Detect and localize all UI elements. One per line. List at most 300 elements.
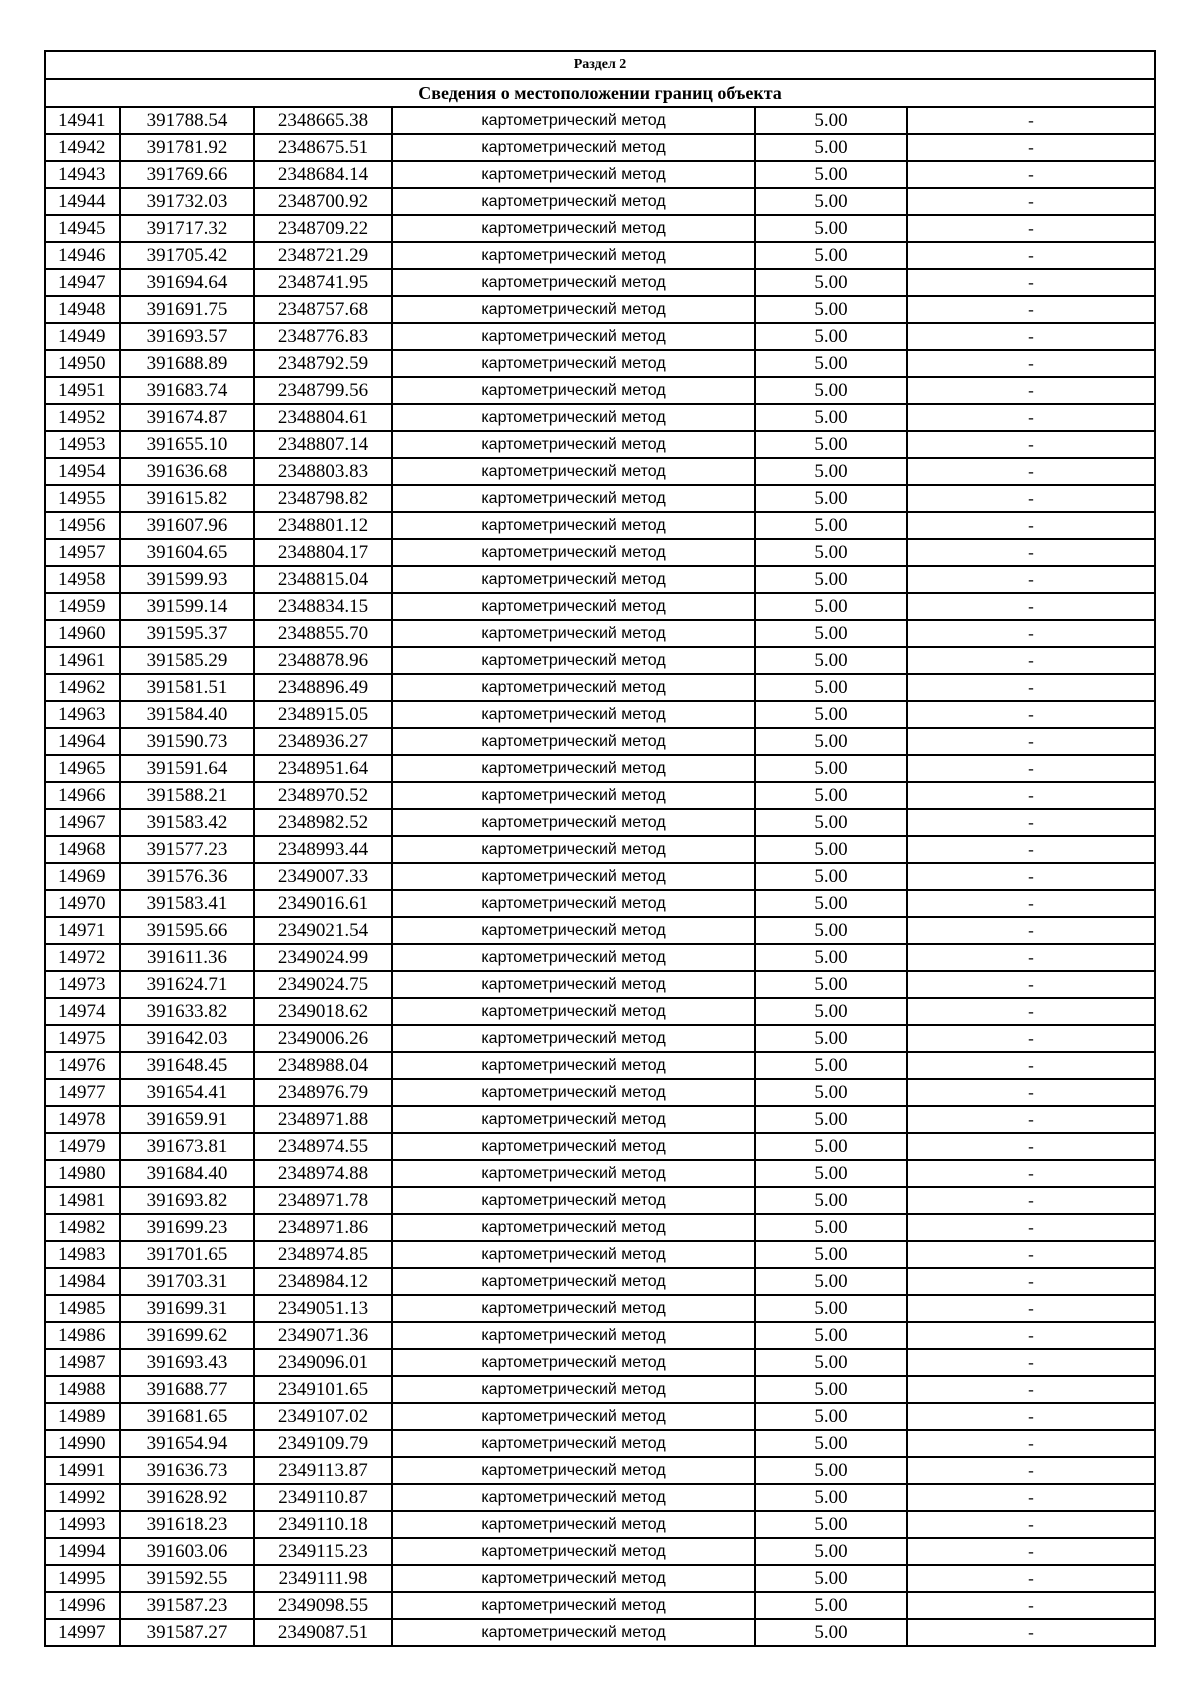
- table-row: [45, 1241, 1155, 1268]
- x-coordinate-cell: 391694.64: [120, 269, 254, 296]
- table-row: [45, 647, 1155, 674]
- description-cell: -: [907, 134, 1155, 161]
- description-cell: -: [907, 1160, 1155, 1187]
- method-cell: картометрический метод: [392, 1322, 755, 1349]
- x-coordinate-cell: 391591.64: [120, 755, 254, 782]
- description-cell: -: [907, 674, 1155, 701]
- method-cell: картометрический метод: [392, 1538, 755, 1565]
- accuracy-cell: 5.00: [755, 1565, 907, 1592]
- accuracy-cell: 5.00: [755, 377, 907, 404]
- table-row: [45, 890, 1155, 917]
- accuracy-cell: 5.00: [755, 1160, 907, 1187]
- method-cell: картометрический метод: [392, 998, 755, 1025]
- y-coordinate-cell: 2348757.68: [254, 296, 392, 323]
- table-row: [45, 674, 1155, 701]
- description-cell: -: [907, 1511, 1155, 1538]
- description-cell: -: [907, 1430, 1155, 1457]
- method-cell: картометрический метод: [392, 1187, 755, 1214]
- table-row: [45, 431, 1155, 458]
- table-row: [45, 1538, 1155, 1565]
- description-cell: -: [907, 755, 1155, 782]
- point-number-cell: 14990: [45, 1430, 120, 1457]
- description-cell: -: [907, 1592, 1155, 1619]
- y-coordinate-cell: 2348684.14: [254, 161, 392, 188]
- point-number-cell: 14956: [45, 512, 120, 539]
- table-row: [45, 1403, 1155, 1430]
- table-row: [45, 1484, 1155, 1511]
- y-coordinate-cell: 2348700.92: [254, 188, 392, 215]
- description-cell: -: [907, 890, 1155, 917]
- accuracy-cell: 5.00: [755, 296, 907, 323]
- x-coordinate-cell: 391693.43: [120, 1349, 254, 1376]
- table-row: [45, 1052, 1155, 1079]
- accuracy-cell: 5.00: [755, 593, 907, 620]
- point-number-cell: 14966: [45, 782, 120, 809]
- y-coordinate-cell: 2348801.12: [254, 512, 392, 539]
- point-number-cell: 14991: [45, 1457, 120, 1484]
- table-row: [45, 188, 1155, 215]
- y-coordinate-cell: 2349051.13: [254, 1295, 392, 1322]
- accuracy-cell: 5.00: [755, 215, 907, 242]
- method-cell: картометрический метод: [392, 1484, 755, 1511]
- table-row: [45, 809, 1155, 836]
- table-row: [45, 971, 1155, 998]
- y-coordinate-cell: 2348976.79: [254, 1079, 392, 1106]
- description-cell: -: [907, 1349, 1155, 1376]
- x-coordinate-cell: 391576.36: [120, 863, 254, 890]
- y-coordinate-cell: 2348951.64: [254, 755, 392, 782]
- x-coordinate-cell: 391636.73: [120, 1457, 254, 1484]
- method-cell: картометрический метод: [392, 188, 755, 215]
- method-cell: картометрический метод: [392, 431, 755, 458]
- x-coordinate-cell: 391581.51: [120, 674, 254, 701]
- description-cell: -: [907, 404, 1155, 431]
- x-coordinate-cell: 391607.96: [120, 512, 254, 539]
- table-row: [45, 1268, 1155, 1295]
- table-row: [45, 863, 1155, 890]
- accuracy-cell: 5.00: [755, 107, 907, 134]
- point-number-cell: 14976: [45, 1052, 120, 1079]
- description-cell: -: [907, 1538, 1155, 1565]
- y-coordinate-cell: 2348721.29: [254, 242, 392, 269]
- x-coordinate-cell: 391624.71: [120, 971, 254, 998]
- point-number-cell: 14969: [45, 863, 120, 890]
- table-row: [45, 1214, 1155, 1241]
- accuracy-cell: 5.00: [755, 1187, 907, 1214]
- method-cell: картометрический метод: [392, 242, 755, 269]
- x-coordinate-cell: 391655.10: [120, 431, 254, 458]
- table-row: [45, 1106, 1155, 1133]
- point-number-cell: 14942: [45, 134, 120, 161]
- x-coordinate-cell: 391592.55: [120, 1565, 254, 1592]
- point-number-cell: 14955: [45, 485, 120, 512]
- method-cell: картометрический метод: [392, 1592, 755, 1619]
- y-coordinate-cell: 2348896.49: [254, 674, 392, 701]
- method-cell: картометрический метод: [392, 647, 755, 674]
- point-number-cell: 14950: [45, 350, 120, 377]
- table-row: [45, 1079, 1155, 1106]
- y-coordinate-cell: 2348974.55: [254, 1133, 392, 1160]
- accuracy-cell: 5.00: [755, 1025, 907, 1052]
- x-coordinate-cell: 391618.23: [120, 1511, 254, 1538]
- description-cell: -: [907, 998, 1155, 1025]
- x-coordinate-cell: 391703.31: [120, 1268, 254, 1295]
- accuracy-cell: 5.00: [755, 1133, 907, 1160]
- accuracy-cell: 5.00: [755, 1484, 907, 1511]
- description-cell: -: [907, 620, 1155, 647]
- y-coordinate-cell: 2348971.86: [254, 1214, 392, 1241]
- method-cell: картометрический метод: [392, 161, 755, 188]
- y-coordinate-cell: 2349109.79: [254, 1430, 392, 1457]
- method-cell: картометрический метод: [392, 755, 755, 782]
- method-cell: картометрический метод: [392, 836, 755, 863]
- x-coordinate-cell: 391688.89: [120, 350, 254, 377]
- y-coordinate-cell: 2349016.61: [254, 890, 392, 917]
- method-cell: картометрический метод: [392, 1025, 755, 1052]
- point-number-cell: 14960: [45, 620, 120, 647]
- x-coordinate-cell: 391584.40: [120, 701, 254, 728]
- description-cell: -: [907, 1376, 1155, 1403]
- accuracy-cell: 5.00: [755, 1511, 907, 1538]
- x-coordinate-cell: 391636.68: [120, 458, 254, 485]
- accuracy-cell: 5.00: [755, 1241, 907, 1268]
- table-row: [45, 485, 1155, 512]
- method-cell: картометрический метод: [392, 1268, 755, 1295]
- accuracy-cell: 5.00: [755, 701, 907, 728]
- method-cell: картометрический метод: [392, 269, 755, 296]
- description-cell: -: [907, 215, 1155, 242]
- y-coordinate-cell: 2348665.38: [254, 107, 392, 134]
- y-coordinate-cell: 2348792.59: [254, 350, 392, 377]
- table-title-row: [45, 79, 1155, 107]
- table-row: [45, 1160, 1155, 1187]
- accuracy-cell: 5.00: [755, 620, 907, 647]
- accuracy-cell: 5.00: [755, 566, 907, 593]
- point-number-cell: 14962: [45, 674, 120, 701]
- table-row: [45, 377, 1155, 404]
- accuracy-cell: 5.00: [755, 782, 907, 809]
- description-cell: -: [907, 377, 1155, 404]
- x-coordinate-cell: 391701.65: [120, 1241, 254, 1268]
- accuracy-cell: 5.00: [755, 1268, 907, 1295]
- accuracy-cell: 5.00: [755, 188, 907, 215]
- method-cell: картометрический метод: [392, 1619, 755, 1646]
- accuracy-cell: 5.00: [755, 998, 907, 1025]
- method-cell: картометрический метод: [392, 1511, 755, 1538]
- point-number-cell: 14987: [45, 1349, 120, 1376]
- y-coordinate-cell: 2348804.61: [254, 404, 392, 431]
- description-cell: -: [907, 647, 1155, 674]
- x-coordinate-cell: 391583.41: [120, 890, 254, 917]
- y-coordinate-cell: 2349101.65: [254, 1376, 392, 1403]
- description-cell: -: [907, 1403, 1155, 1430]
- method-cell: картометрический метод: [392, 1133, 755, 1160]
- point-number-cell: 14952: [45, 404, 120, 431]
- description-cell: -: [907, 512, 1155, 539]
- accuracy-cell: 5.00: [755, 1052, 907, 1079]
- point-number-cell: 14988: [45, 1376, 120, 1403]
- method-cell: картометрический метод: [392, 1457, 755, 1484]
- y-coordinate-cell: 2349018.62: [254, 998, 392, 1025]
- table-row: [45, 1430, 1155, 1457]
- point-number-cell: 14945: [45, 215, 120, 242]
- point-number-cell: 14953: [45, 431, 120, 458]
- x-coordinate-cell: 391604.65: [120, 539, 254, 566]
- y-coordinate-cell: 2349110.87: [254, 1484, 392, 1511]
- point-number-cell: 14951: [45, 377, 120, 404]
- table-row: [45, 215, 1155, 242]
- point-number-cell: 14973: [45, 971, 120, 998]
- method-cell: картометрический метод: [392, 701, 755, 728]
- point-number-cell: 14959: [45, 593, 120, 620]
- point-number-cell: 14958: [45, 566, 120, 593]
- point-number-cell: 14954: [45, 458, 120, 485]
- point-number-cell: 14982: [45, 1214, 120, 1241]
- table-row: [45, 1349, 1155, 1376]
- y-coordinate-cell: 2349024.75: [254, 971, 392, 998]
- description-cell: -: [907, 539, 1155, 566]
- x-coordinate-cell: 391583.42: [120, 809, 254, 836]
- x-coordinate-cell: 391705.42: [120, 242, 254, 269]
- description-cell: -: [907, 1079, 1155, 1106]
- description-cell: -: [907, 458, 1155, 485]
- method-cell: картометрический метод: [392, 1430, 755, 1457]
- point-number-cell: 14949: [45, 323, 120, 350]
- accuracy-cell: 5.00: [755, 350, 907, 377]
- point-number-cell: 14993: [45, 1511, 120, 1538]
- accuracy-cell: 5.00: [755, 1106, 907, 1133]
- accuracy-cell: 5.00: [755, 1349, 907, 1376]
- method-cell: картометрический метод: [392, 1241, 755, 1268]
- section-label: Раздел 2: [45, 51, 1155, 79]
- method-cell: картометрический метод: [392, 107, 755, 134]
- y-coordinate-cell: 2348988.04: [254, 1052, 392, 1079]
- table-row: [45, 134, 1155, 161]
- accuracy-cell: 5.00: [755, 269, 907, 296]
- x-coordinate-cell: 391688.77: [120, 1376, 254, 1403]
- x-coordinate-cell: 391611.36: [120, 944, 254, 971]
- point-number-cell: 14947: [45, 269, 120, 296]
- point-number-cell: 14965: [45, 755, 120, 782]
- table-row: [45, 323, 1155, 350]
- method-cell: картометрический метод: [392, 134, 755, 161]
- method-cell: картометрический метод: [392, 215, 755, 242]
- description-cell: -: [907, 296, 1155, 323]
- x-coordinate-cell: 391699.23: [120, 1214, 254, 1241]
- table-row: [45, 566, 1155, 593]
- y-coordinate-cell: 2348834.15: [254, 593, 392, 620]
- accuracy-cell: 5.00: [755, 404, 907, 431]
- x-coordinate-cell: 391699.31: [120, 1295, 254, 1322]
- accuracy-cell: 5.00: [755, 809, 907, 836]
- accuracy-cell: 5.00: [755, 863, 907, 890]
- method-cell: картометрический метод: [392, 1295, 755, 1322]
- point-number-cell: 14946: [45, 242, 120, 269]
- x-coordinate-cell: 391588.21: [120, 782, 254, 809]
- table-row: [45, 404, 1155, 431]
- accuracy-cell: 5.00: [755, 1619, 907, 1646]
- table-row: [45, 998, 1155, 1025]
- table-row: [45, 1565, 1155, 1592]
- description-cell: -: [907, 917, 1155, 944]
- accuracy-cell: 5.00: [755, 458, 907, 485]
- method-cell: картометрический метод: [392, 1214, 755, 1241]
- point-number-cell: 14961: [45, 647, 120, 674]
- accuracy-cell: 5.00: [755, 1079, 907, 1106]
- point-number-cell: 14972: [45, 944, 120, 971]
- accuracy-cell: 5.00: [755, 1295, 907, 1322]
- y-coordinate-cell: 2349115.23: [254, 1538, 392, 1565]
- y-coordinate-cell: 2349087.51: [254, 1619, 392, 1646]
- point-number-cell: 14997: [45, 1619, 120, 1646]
- description-cell: -: [907, 1619, 1155, 1646]
- method-cell: картометрический метод: [392, 944, 755, 971]
- table-row: [45, 350, 1155, 377]
- table-row: [45, 1322, 1155, 1349]
- accuracy-cell: 5.00: [755, 431, 907, 458]
- y-coordinate-cell: 2348971.88: [254, 1106, 392, 1133]
- x-coordinate-cell: 391654.94: [120, 1430, 254, 1457]
- table-row: [45, 728, 1155, 755]
- y-coordinate-cell: 2348709.22: [254, 215, 392, 242]
- point-number-cell: 14983: [45, 1241, 120, 1268]
- x-coordinate-cell: 391587.23: [120, 1592, 254, 1619]
- description-cell: -: [907, 107, 1155, 134]
- y-coordinate-cell: 2348799.56: [254, 377, 392, 404]
- y-coordinate-cell: 2348878.96: [254, 647, 392, 674]
- y-coordinate-cell: 2348675.51: [254, 134, 392, 161]
- description-cell: -: [907, 431, 1155, 458]
- point-number-cell: 14971: [45, 917, 120, 944]
- accuracy-cell: 5.00: [755, 242, 907, 269]
- accuracy-cell: 5.00: [755, 674, 907, 701]
- description-cell: -: [907, 566, 1155, 593]
- accuracy-cell: 5.00: [755, 836, 907, 863]
- method-cell: картометрический метод: [392, 1349, 755, 1376]
- point-number-cell: 14944: [45, 188, 120, 215]
- point-number-cell: 14978: [45, 1106, 120, 1133]
- point-number-cell: 14974: [45, 998, 120, 1025]
- x-coordinate-cell: 391683.74: [120, 377, 254, 404]
- table-row: [45, 107, 1155, 134]
- point-number-cell: 14967: [45, 809, 120, 836]
- description-cell: -: [907, 701, 1155, 728]
- description-cell: -: [907, 1052, 1155, 1079]
- y-coordinate-cell: 2348798.82: [254, 485, 392, 512]
- table-row: [45, 242, 1155, 269]
- description-cell: -: [907, 242, 1155, 269]
- description-cell: -: [907, 1106, 1155, 1133]
- method-cell: картометрический метод: [392, 1565, 755, 1592]
- method-cell: картометрический метод: [392, 1106, 755, 1133]
- method-cell: картометрический метод: [392, 323, 755, 350]
- point-number-cell: 14948: [45, 296, 120, 323]
- description-cell: -: [907, 1484, 1155, 1511]
- description-cell: -: [907, 1214, 1155, 1241]
- accuracy-cell: 5.00: [755, 1430, 907, 1457]
- y-coordinate-cell: 2348971.78: [254, 1187, 392, 1214]
- accuracy-cell: 5.00: [755, 1592, 907, 1619]
- accuracy-cell: 5.00: [755, 1214, 907, 1241]
- table-row: [45, 917, 1155, 944]
- x-coordinate-cell: 391693.82: [120, 1187, 254, 1214]
- description-cell: -: [907, 728, 1155, 755]
- table-row: [45, 512, 1155, 539]
- description-cell: -: [907, 269, 1155, 296]
- x-coordinate-cell: 391691.75: [120, 296, 254, 323]
- point-number-cell: 14980: [45, 1160, 120, 1187]
- point-number-cell: 14981: [45, 1187, 120, 1214]
- x-coordinate-cell: 391642.03: [120, 1025, 254, 1052]
- description-cell: -: [907, 1295, 1155, 1322]
- description-cell: -: [907, 863, 1155, 890]
- y-coordinate-cell: 2348982.52: [254, 809, 392, 836]
- point-number-cell: 14941: [45, 107, 120, 134]
- method-cell: картометрический метод: [392, 917, 755, 944]
- description-cell: -: [907, 836, 1155, 863]
- method-cell: картометрический метод: [392, 458, 755, 485]
- x-coordinate-cell: 391595.37: [120, 620, 254, 647]
- section-header-row: [45, 51, 1155, 79]
- table-row: [45, 1592, 1155, 1619]
- x-coordinate-cell: 391633.82: [120, 998, 254, 1025]
- x-coordinate-cell: 391587.27: [120, 1619, 254, 1646]
- method-cell: картометрический метод: [392, 485, 755, 512]
- description-cell: -: [907, 782, 1155, 809]
- x-coordinate-cell: 391599.14: [120, 593, 254, 620]
- accuracy-cell: 5.00: [755, 917, 907, 944]
- x-coordinate-cell: 391781.92: [120, 134, 254, 161]
- method-cell: картометрический метод: [392, 566, 755, 593]
- table-row: [45, 1511, 1155, 1538]
- y-coordinate-cell: 2348815.04: [254, 566, 392, 593]
- y-coordinate-cell: 2348974.85: [254, 1241, 392, 1268]
- method-cell: картометрический метод: [392, 620, 755, 647]
- description-cell: -: [907, 1241, 1155, 1268]
- y-coordinate-cell: 2349071.36: [254, 1322, 392, 1349]
- x-coordinate-cell: 391681.65: [120, 1403, 254, 1430]
- accuracy-cell: 5.00: [755, 1403, 907, 1430]
- table-row: [45, 161, 1155, 188]
- accuracy-cell: 5.00: [755, 728, 907, 755]
- method-cell: картометрический метод: [392, 782, 755, 809]
- y-coordinate-cell: 2349098.55: [254, 1592, 392, 1619]
- accuracy-cell: 5.00: [755, 134, 907, 161]
- point-number-cell: 14985: [45, 1295, 120, 1322]
- x-coordinate-cell: 391673.81: [120, 1133, 254, 1160]
- x-coordinate-cell: 391648.45: [120, 1052, 254, 1079]
- point-number-cell: 14984: [45, 1268, 120, 1295]
- description-cell: -: [907, 1268, 1155, 1295]
- x-coordinate-cell: 391615.82: [120, 485, 254, 512]
- y-coordinate-cell: 2348936.27: [254, 728, 392, 755]
- y-coordinate-cell: 2348807.14: [254, 431, 392, 458]
- table-row: [45, 1457, 1155, 1484]
- table-row: [45, 593, 1155, 620]
- point-number-cell: 14970: [45, 890, 120, 917]
- accuracy-cell: 5.00: [755, 890, 907, 917]
- y-coordinate-cell: 2349021.54: [254, 917, 392, 944]
- table-row: [45, 1376, 1155, 1403]
- accuracy-cell: 5.00: [755, 944, 907, 971]
- accuracy-cell: 5.00: [755, 647, 907, 674]
- x-coordinate-cell: 391674.87: [120, 404, 254, 431]
- method-cell: картометрический метод: [392, 1376, 755, 1403]
- y-coordinate-cell: 2348970.52: [254, 782, 392, 809]
- table-row: [45, 1619, 1155, 1646]
- method-cell: картометрический метод: [392, 1160, 755, 1187]
- description-cell: -: [907, 1133, 1155, 1160]
